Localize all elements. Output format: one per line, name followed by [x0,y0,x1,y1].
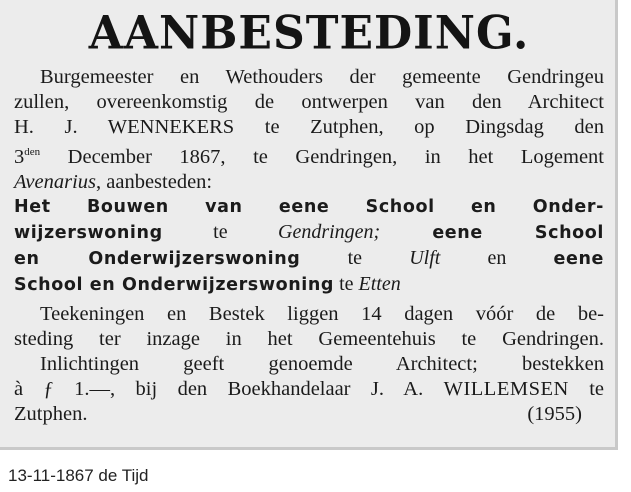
works-line-2-te: te [162,221,278,243]
drawings-line-1: Teekeningen en Bestek liggen 14 dagen vóór de be- [40,303,604,325]
works-line-3-tail: eene [553,249,605,269]
ad-number: (1955) [527,403,582,425]
works-line-4-bold: School en Onderwijzerswoning [14,275,335,295]
works-line-3-en: en [440,247,554,269]
caption: 13-11-1867 de Tijd [8,466,149,485]
works-line-3-te: te [300,247,410,269]
info-line-2-tail: te [568,378,605,400]
works-line-3 [14,246,604,272]
works-line-2-tail: eene School [380,223,604,243]
closing-place: Zutphen. [14,403,88,425]
advertisement [14,6,604,427]
works-line-4 [14,272,604,298]
intro-line-2: zullen, overeenkomstig de ontwerpen van den Architect [14,91,604,113]
works-line-1: Het Bouwen van eene School en Onder- [14,197,604,217]
date-day: 3 [14,146,25,168]
works-line-2-bold: wijzerswoning [14,223,163,243]
works-line-4-te: te [334,273,359,295]
works-line-3-bold: en Onderwijzerswoning [14,249,301,269]
info-line-2 [14,377,604,402]
bookseller-name: WILLEMSEN [443,378,569,400]
place-ulft: Ulft [409,247,441,269]
place-etten: Etten [358,273,401,295]
intro-line-5 [14,170,604,195]
venue-rest: , aanbesteden: [96,171,213,193]
date-rest: December 1867, te Gendringen, in het Logement [40,146,604,168]
date-superscript: den [24,146,41,158]
intro-line-3: H. J. WENNEKERS te Zutphen, op Dingsdag den [14,116,604,138]
closing-line [14,402,604,427]
works-line-2 [14,220,604,246]
notice-title: AANBESTEDING. [88,6,530,61]
info-line-1: Inlichtingen geeft genoemde Architect; bestekken [40,353,604,375]
intro-line-4 [14,140,604,170]
venue-name: Avenarius [14,171,96,193]
info-line-2-text: à ƒ 1.—, bij den Boekhandelaar J. A. [14,378,444,400]
place-gendringen: Gendringen; [278,221,381,243]
intro-line-1: Burgemeester en Wethouders der gemeente Gendringeu [40,66,604,88]
drawings-line-2: steding ter inzage in het Gemeentehuis te Gendringen. [14,328,604,350]
